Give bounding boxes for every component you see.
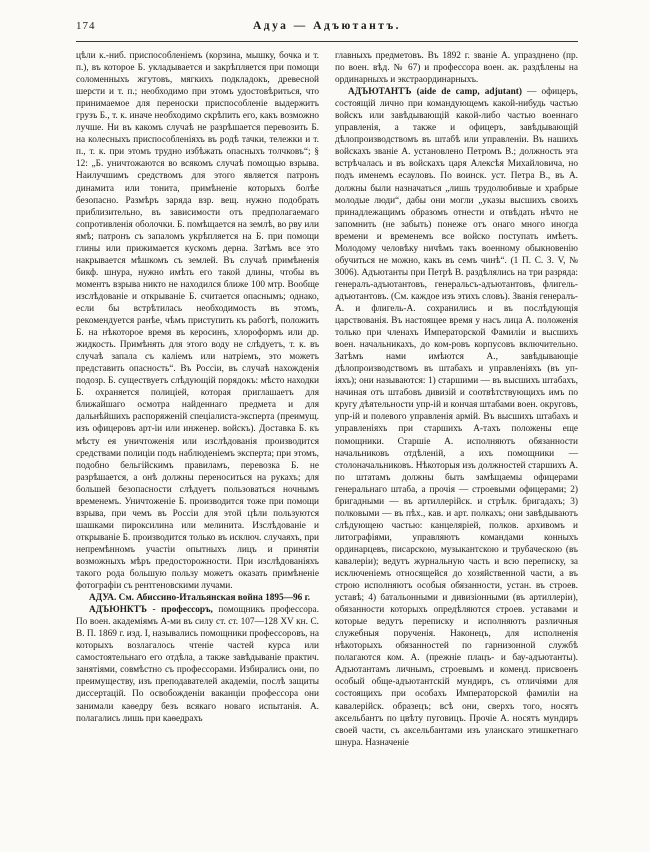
article-adjunkt — [76, 604, 319, 724]
page-number: 174 — [76, 20, 96, 32]
adjunkt-title: АДЪЮНКТЪ - профессоръ, — [89, 605, 213, 616]
adjunkt-continuation-paragraph — [335, 50, 578, 86]
adjunkt-continuation-text: главныхъ предметовъ. Въ 1892 г. званіе А. упразднено (пр. по воен. вѣд. № 67) и профессора воен. ак. раздѣлены на ординарныхъ и экстраординарныхъ. — [335, 51, 578, 86]
left-column — [76, 50, 319, 749]
article-adua — [76, 592, 319, 604]
right-column — [335, 50, 578, 749]
text-columns — [76, 50, 578, 749]
running-title: Адуа — Адъютантъ. — [252, 20, 402, 32]
adjutant-subtitle: (aide de camp, adjutant) — [416, 87, 522, 98]
page-header — [76, 20, 578, 38]
adua-title: АДУА. — [89, 593, 117, 604]
article-adjutant — [335, 86, 578, 749]
continuation-text: цѣли к.-ниб. приспособленіемъ (корзина, мышку, бочка и т. п.), въ которое Б. укладывается и закрѣпляется при помощи соломенныхъ жгутовъ, мягкихъ подкладокъ, древесной шерсти и т. п.; необходимо при этомъ удостовѣриться, что принимаемое для переноски приспособленіе выдержитъ грузъ Б., т. к. иначе необходимо скрѣпить его, какъ возможно лучше. Ни въ какомъ случаѣ не разрѣшается перевозить Б. на колесныхъ приспособленіяхъ въ родѣ тачки, тележки и т. п., т. к. при этомъ трудно избѣжать опасныхъ толчковъ“; § 12: „Б. уничтожаются во всякомъ случаѣ помощью взрыва. Наилучшимъ средствомъ для этого является патронъ динамита или тонита, примѣненіе которыхъ болѣе безопасно. Размѣръ заряда взр. вещ. нужно подобрать приблизительно, въ зависимости отъ предполагаемаго сопротивленія оболочки. Б. помѣщается на землѣ, во рву или ямѣ; патронъ съ запаломъ укрѣпляется на Б. при помощи глины или прижимается кускомъ дерна. Затѣмъ все это накрывается мѣшкомъ съ землей. Въ случаѣ примѣненія бикф. шнура, нужно имѣть его такой длины, чтобы въ моментъ взрыва никто не находился ближе 100 мтр. Вообще изслѣдованіе и открываніе Б. считается опаснымъ; однако, если бы встрѣтилась необходимость въ этомъ, рекомендуется ранѣе, чѣмъ приступить къ работѣ, положить Б. на нѣкоторое время въ керосинъ, хлороформъ или др. жидкость. Примѣнять для этого воду не слѣдуетъ, т. к. въ случаѣ запала съ каліемъ или натріемъ, это можетъ представить опасность“. Въ Россіи, въ случаѣ нахожденія подозр. Б. существуетъ слѣдующій порядокъ: мѣсто находки Б. охраняется полиціей, которая приглашаетъ для ближайшаго осмотра найденнаго предмета и для дальнѣйшихъ распоряженій спеціалиста-эксперта (преимущ. изъ офицеровъ арт-іи или инженер. войскъ). Доставка Б. къ мѣсту ея уничтоженія или изслѣдованія производится средствами полиціи подъ наблюденіемъ эксперта; при этомъ, подобно бельгійскимъ правиламъ, перевозка Б. не разрѣшается, а онѣ должны переноситься на рукахъ; для большей безопасности слѣдуетъ пользоваться ночнымъ временемъ. Уничтоженіе Б. производится тоже при помощи взрыва, при чемъ въ Россіи для этой цѣли пользуются шашками пироксилина или мелинита. Изслѣдованіе и открываніе Б. производится только въ исключ. случаяхъ, при непремѣнномъ участіи опытныхъ лицъ и принятіи возможныхъ мѣръ предосторожности. При изслѣдованіяхъ такого рода большую пользу можетъ оказать примѣненіе фотографіи съ рентгеновскими лучами. — [76, 51, 319, 592]
continuation-paragraph — [76, 50, 319, 592]
adjutant-text: — офицеръ, состоящій лично при командующемъ какой-нибудь частью войскъ или завѣдывающій какой-либо частью военнаго управленія, а также и офицеръ, завѣдывающій дѣлопроизводствомъ въ штабѣ или управленіи. Въ нашихъ войскахъ званіе А. установлено Петромъ В.; должность эта встрѣчалась и въ войскахъ царя Алексѣя Михайловича, но подъ именемъ есауловъ. По воинск. уст. Петра В., въ А. должны были назначаться „лишь трудолюбивые и храбрые молодые люди“, дабы они могли „указы высшихъ своихъ принадлежащимъ образомъ отнести и отвѣдать нѣчто не запомнить (не забыть) понеже отъ онаго много иногда времени и временемъ все войско поступать имѣетъ. Молодому человѣку ничѣмъ такъ военному обыкновенію обучиться не можно, какъ въ семъ чинѣ“. (1 П. С. З. V, № 3006). Адъютанты при Петрѣ В. раздѣлялись на три разряда: генералъ-адъютантовъ, генеральсъ-адъютантовъ, флигель-адъютантовъ. (См. каждое изъ этихъ словъ). Званія генералъ-А. и флигель-А. сохранились и въ послѣдующія царствованія. Въ настоящее время у насъ лица А. положенія только при членахъ Императорской Фамиліи и высшихъ воен. начальникахъ, до ком-ровъ корпусовъ включительно. Затѣмъ нами имѣются А., завѣдывающіе дѣлопроизводствомъ въ штабахъ и управленіяхъ (въ уп-іяхъ); они называются: 1) старшими — въ высшихъ штабахъ, начиная отъ штабовъ дивизій и соотвѣтствующихъ имъ по кругу дѣятельности упр-ій и кончая штабами воен. округовъ, упр-ій и полевого управленія армій. Въ высшихъ штабахъ и управленіяхъ при старшихъ А-тахъ положены еще помощники. Старшіе А. исполняютъ обязанности начальниковъ отдѣленій, а ихъ помощники — столоначальниковъ. Нѣкоторыя изъ должностей старшихъ А. по штатамъ должны быть замѣщаемы офицерами генеральнаго штаба, а прочія — строевыми офицерами; 2) бригадными — въ артиллерійск. и стрѣлк. бригадахъ; 3) полковыми — въ пѣх., кав. и арт. полкахъ; они завѣдываютъ слѣдующею частью: канцеляріей, полков. архивомъ и литографіями, управляютъ командами конныхъ ординарцевъ, писарскою, музыкантскою и трубаческою (въ кавалеріи); ведутъ журнальную часть и всю переписку, за исключеніемъ относящейся до хозяйственной части, а въ строю исполняютъ особыя обязанности, устан. въ строев. уставѣ; 4) батальонными и дивизіонными (въ артиллеріи), обязанности которыхъ опредѣляются строев. уставами и которые ведутъ переписку и исполняютъ различныя служебныя порученія. Наконецъ, для исполненія нѣкоторыхъ обязанностей по гарнизонной службѣ полагаются ком. А. (прежніе плацъ- и бау-адъютанты). Адъютантамъ личнымъ, строевымъ и коменд. присвоенъ особый обще-адъютантскій мундиръ, съ отличіями для состоящихъ при особахъ Императорской фамиліи на кавалерійск. образецъ; всѣ они, сверхъ того, носятъ аксельбантъ по цвѣту пуговицъ. Прочіе А. носятъ мундиръ своей части, съ аксельбантами изъ уланскаго этишкетнаго шнура. Назначеніе — [335, 87, 578, 748]
adjunkt-text: помощникъ профессора. По воен. академіямъ А-ми въ силу ст. ст. 107—128 XV кн. С. В. П. 1869 г. изд. I, назывались помощники профессоровъ, на которыхъ возлагалось чтеніе частей курса или самостоятельнаго его отдѣла, а также завѣдываніе практич. занятіями, совмѣстно съ профессорами. Избирались они, по преимуществу, изъ преподавателей академіи, послѣ защиты диссертацій. По освобожденіи ваканціи профессора они занимали каѳедру безъ всякаго новаго испытанія. А. полагались лишь при каѳедрахъ — [76, 605, 320, 724]
adjutant-title: АДЪЮТАНТЪ — [348, 87, 412, 98]
header-rule — [76, 41, 578, 42]
adua-text: См. Абиссино-Итальянская война 1895—96 г. — [118, 593, 311, 604]
